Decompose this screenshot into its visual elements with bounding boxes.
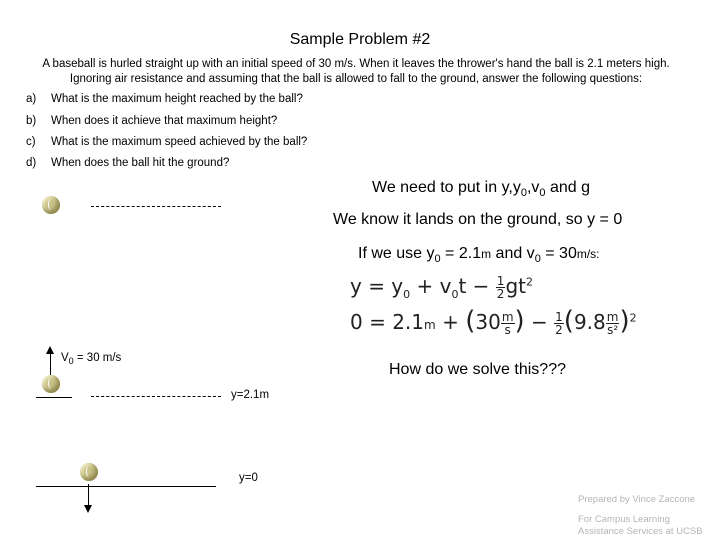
note-variables: We need to put in $y,y_0,v_0$ and g <box>372 179 591 199</box>
question-d <box>26 157 229 169</box>
down-arrow-icon <box>84 505 92 513</box>
question-a <box>26 93 303 105</box>
question-text: What is the maximum height reached by the ball? <box>51 93 303 105</box>
velocity-label: $V_0 = 30$ m/s <box>61 352 122 366</box>
release-height-label: y=2.1m <box>231 389 270 401</box>
baseball-icon <box>80 463 98 481</box>
solve-question: How do we solve this??? <box>389 361 566 378</box>
question-text: What is the maximum speed achieved by the ball? <box>51 136 308 148</box>
down-arrow-shaft <box>88 484 89 506</box>
kinematic-equation: $y = y_0 + v_0t$ − $\frac{1}{2}$ $gt^2$ <box>350 274 533 301</box>
question-letter: c) <box>26 136 36 148</box>
credit-line: Assistance Services at UCSB <box>578 526 703 537</box>
hand-level-line <box>36 397 72 398</box>
question-letter: d) <box>26 157 37 169</box>
credit-line: Prepared by Vince Zaccone <box>578 494 696 505</box>
ground-label: y=0 <box>239 472 258 484</box>
question-letter: b) <box>26 115 37 127</box>
question-letter: a) <box>26 93 37 105</box>
baseball-icon <box>42 375 60 393</box>
problem-statement: A baseball is hurled straight up with an initial speed of 30 m/s. When it leaves the thrower's hand the ball is 2.1 meters high. Ignoring air resistance and assuming that the ball is allowed to fall to the ground, answer the following questions: <box>42 58 670 85</box>
question-b <box>26 115 277 127</box>
note-ground: We know it lands on the ground, so y = 0 <box>333 211 623 228</box>
up-arrow-icon <box>46 346 54 354</box>
question-c <box>26 136 307 148</box>
baseball-icon <box>42 196 60 214</box>
question-text: When does it achieve that maximum height? <box>51 115 278 127</box>
credit-line: For Campus Learning <box>578 514 670 525</box>
substituted-equation: 0 = 2.1m + (30 $\frac{m}{s}$ ) − $\frac{1}{2}$ (9.8 $\frac{m}{\text{s²}}$ )$^2$ <box>350 306 637 337</box>
release-height-dashed-line <box>91 396 221 397</box>
ground-line <box>36 486 216 487</box>
question-text: When does the ball hit the ground? <box>51 157 230 169</box>
page-title: Sample Problem #2 <box>289 31 431 48</box>
max-height-dashed-line <box>91 206 221 207</box>
up-arrow-shaft <box>50 352 51 377</box>
note-values: If we use $y_0 = 2.1m$ and $v_0 = 30m/s$: <box>358 245 600 265</box>
